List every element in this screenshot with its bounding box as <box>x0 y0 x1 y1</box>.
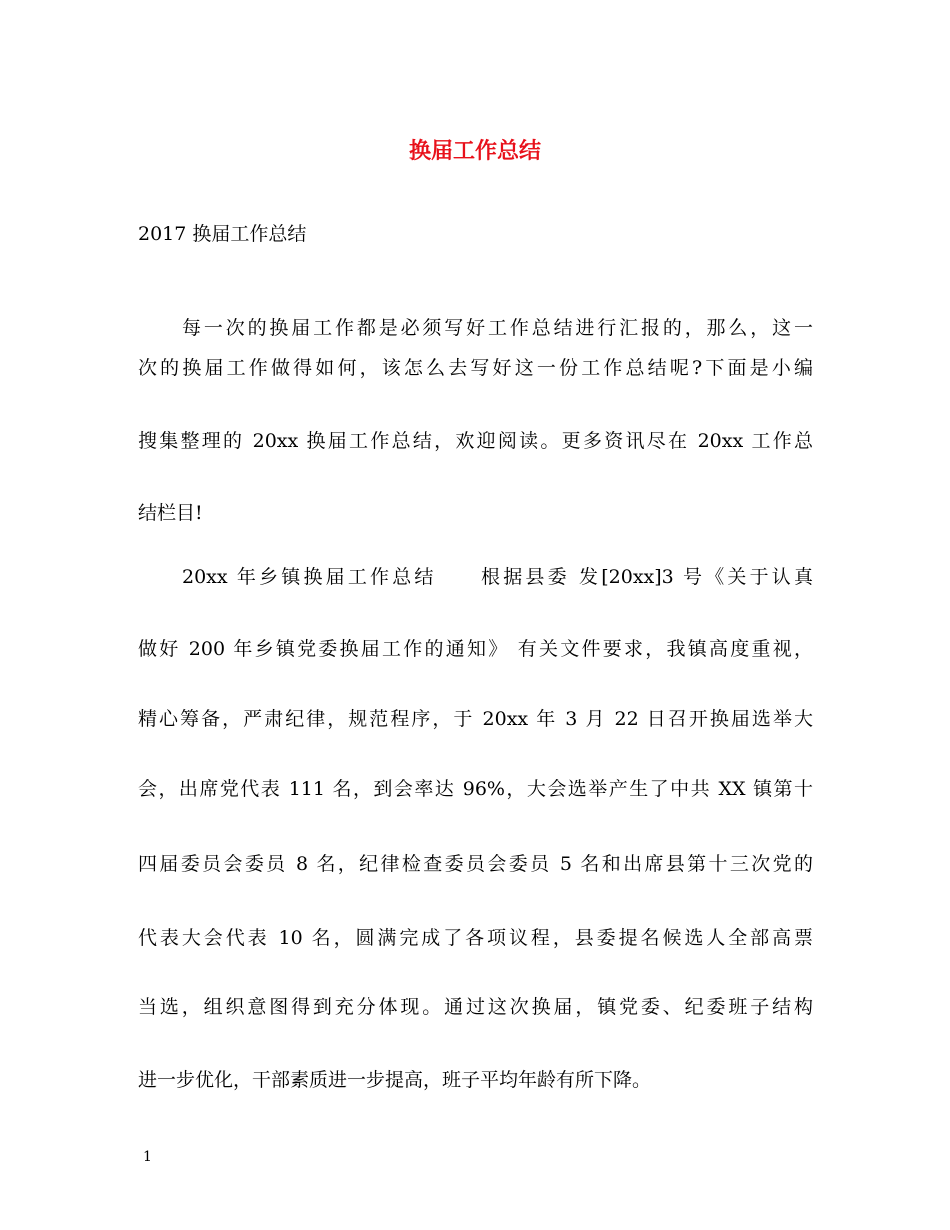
paragraph-line: 精心筹备，严肃纪律，规范程序，于 20xx 年 3 月 22 日召开换届选举大 <box>138 708 813 730</box>
paragraph-line: 每一次的换届工作都是必须写好工作总结进行汇报的，那么，这一 <box>182 317 813 339</box>
paragraph-line: 20xx 年乡镇换届工作总结 根据县委 发[20xx]3 号《关于认真 <box>182 566 813 588</box>
document-subtitle: 2017 换届工作总结 <box>138 223 307 245</box>
paragraph-line: 结栏目! <box>138 502 203 524</box>
paragraph-line: 代表大会代表 10 名，圆满完成了各项议程，县委提名候选人全部高票 <box>138 927 813 949</box>
paragraph-line: 四届委员会委员 8 名，纪律检查委员会委员 5 名和出席县第十三次党的 <box>138 853 813 875</box>
paragraph-line: 做好 200 年乡镇党委换届工作的通知》 有关文件要求，我镇高度重视， <box>138 638 813 660</box>
paragraph-line: 进一步优化，干部素质进一步提高，班子平均年龄有所下降。 <box>138 1069 652 1091</box>
page-number: 1 <box>143 1149 152 1165</box>
paragraph-line: 当选，组织意图得到充分体现。通过这次换届，镇党委、纪委班子结构 <box>138 996 813 1018</box>
paragraph-line: 搜集整理的 20xx 换届工作总结，欢迎阅读。更多资讯尽在 20xx 工作总 <box>138 430 813 452</box>
document-title: 换届工作总结 <box>408 138 541 164</box>
paragraph-line: 次的换届工作做得如何，该怎么去写好这一份工作总结呢?下面是小编 <box>138 357 813 379</box>
paragraph-line: 会，出席党代表 111 名，到会率达 96%，大会选举产生了中共 XX 镇第十 <box>138 778 813 800</box>
